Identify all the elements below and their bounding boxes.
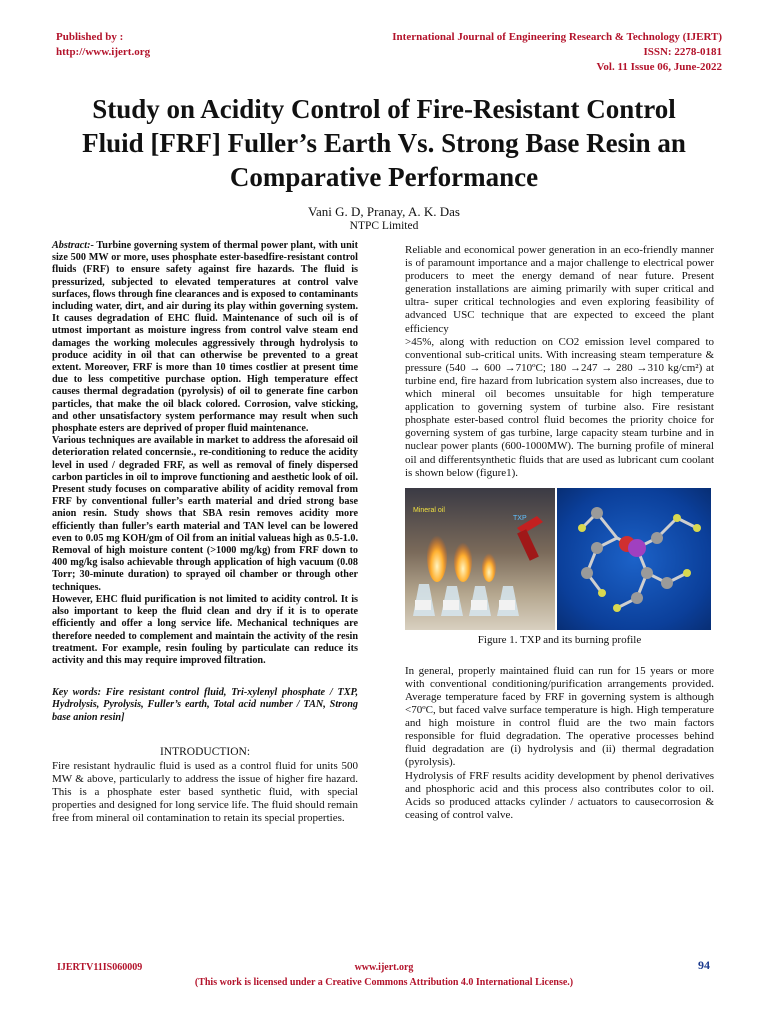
txp-molecule-image <box>557 488 711 630</box>
footer-site-link[interactable]: www.ijert.org <box>354 962 414 973</box>
burning-flasks-image <box>405 488 555 630</box>
keywords: Key words: Fire resistant control fluid, Tri-xylenyl phosphate / TXP, Hydrolysis, Pyrolysis, Fuller’s earth, Total acid number / TAN, Strong base anion resin] <box>52 687 358 723</box>
issn: ISSN: 2278-0181 <box>643 46 722 58</box>
right-para-1: Reliable and economical power generation in an eco-friendly manner is of paramount importance and a major challenge to electrical power producers to meet the energy demand of near future. Present generation installations are aiming primarily with super critical and ultra- super critical technologies and even exploring feasibility of advanced USC technique that are expected to exceed the plant efficiency <box>405 244 714 335</box>
affiliation: NTPC Limited <box>349 220 419 232</box>
header-left <box>56 30 150 60</box>
right-para-3: In general, properly maintained fluid can run for 15 years or more with conventional conditioning/purification arrangements provided. Average temperature faced by FRF in governing system is although <70ºC, but faced valve surface temperature is high. High temperature and high moisture in control fluid are the two main factors responsible for fluid degradation. The operative processes behind fluid degradation are (i) hydrolysis and (ii) thermal degradation (pyrolysis). <box>405 664 714 769</box>
mineral-oil-label: Mineral oil <box>413 506 445 514</box>
right-para-2: >45%, along with reduction on CO2 emission level compared to conventional sub-critical units. With increasing steam temperature & pressure (540 → 600 →710ºC; 180 →247 → 280 →310 kg/cm²) at turbine end, fire hazard from lubrication system also increases, due to which mineral oil becomes unsuitable for high temperature application to governing system of turbine also. Fire resistant phosphate ester-based control fluid becomes the priority choice for governing system of gas turbine, large capacity steam turbine and in nuclear power plants (600-1000MW). The burning profile of mineral oil and differentsynthetic fluids that are used as lubricant cum coolant is shown below (figure1). <box>405 335 714 479</box>
page-number: 94 <box>698 958 710 972</box>
header-right <box>392 30 722 75</box>
abstract-text-1: Turbine governing system of thermal power plant, with unit size 500 MW or more, uses phosphate ester-basedfire-resistant control fluids (FRF) to ensure safety against fire hazards. The fluid is pressurized, subjected to elevated temperatures at control valve surfaces, flows through fine clearances and is exposed to contaminants including water, dirt, and air during its play within governing system. It causes degradation of EHC fluid. Maintenance of such oil is of utmost important as moisture ingress from control valve steam end damages the working molecules aggressively through hydrolysis to produce acidity in oil that can otherwise be prevented to a great extent. Moreover, FRF is more than 10 times costlier at present time due to less competitive purchase option. High temperature effect causes thermal degradation (pyrolysis) of oil to generate fine carbon particles, that make the oil black colored. Corrosion, valve sticking, and other unsatisfactory system performance may result when such phosphate esters are deprived of proper fluid maintenance. <box>52 240 358 435</box>
burning-profile-photo <box>405 488 555 630</box>
published-by: Published by : <box>56 31 124 43</box>
license-notice: (This work is licensed under a Creative Commons Attribution 4.0 International License.) <box>194 977 574 988</box>
abstract-label: Abstract:- <box>52 240 94 251</box>
left-column <box>52 240 358 825</box>
paper-title: Study on Acidity Control of Fire-Resistant Control Fluid [FRF] Fuller’s Earth Vs. Strong Base Resin an Comparative Performance <box>82 94 686 192</box>
paper-id: IJERTV11IS060009 <box>57 962 143 973</box>
figure-caption: Figure 1. TXP and its burning profile <box>477 633 642 646</box>
figure-1 <box>405 488 711 630</box>
journal-url-link[interactable]: http://www.ijert.org <box>56 46 151 58</box>
introduction-heading: INTRODUCTION: <box>159 745 251 758</box>
right-column <box>405 244 714 822</box>
abstract <box>52 240 358 667</box>
journal-name: International Journal of Engineering Research & Technology (IJERT) <box>392 31 722 43</box>
txp-label: TXP <box>513 514 527 522</box>
introduction-text: Fire resistant hydraulic fluid is used as a control fluid for units 500 MW & above, particularly to address the issue of higher fire hazard. This is a phosphate ester based synthetic fluid, with special properties and designed for long service life. The fluid should remain free from mineral oil contamination to retain its special properties. <box>52 759 358 824</box>
molecule-model-icon <box>557 488 711 630</box>
abstract-para-3: However, EHC fluid purification is not limited to acidity control. It is also important to keep the fluid clean and dry if it is to operate efficiently and offer a long service life. Mechanical techniques are therefore needed to complement and maintain the activity of the resin treatment. For example, resin fouling by particulate can reduce its activity and this may require improved filtration. <box>52 593 358 666</box>
authors: Vani G. D, Pranay, A. K. Das <box>308 204 460 219</box>
abstract-para-2: Various techniques are available in market to address the aforesaid oil deterioration related concernsie., re-conditioning to reduce the acidity level in used / degraded FRF, as well as removal of finely dispersed carbon particles in oil to improve functioning and aesthetic look of oil. Present study focuses on comparative ability of acidity removal from FRF by conventional fuller’s earth material and dried strong base anion resin. Study shows that SBA resin removes acidity more efficiently than fuller’s earth material and TAN level can be lowered even to 0.05 mg KOH/gm of Oil from an initial valueas high as 0.5-1.0. Removal of high moisture content (>1000 mg/kg) from FRF down to 400 mg/kg isalso achievable through application of high vacuum (0.08 Torr; 30-minute duration) to sprayed oil chamber or through other techniques. <box>52 435 358 593</box>
volume-issue: Vol. 11 Issue 06, June-2022 <box>596 61 722 73</box>
abstract-para-1 <box>52 240 358 435</box>
right-para-4: Hydrolysis of FRF results acidity development by phenol derivatives and phosphoric acid and this process also contributes color to oil. Acids so produced attacks cylinder / actuators to causecorrosion & ceasing of control valve. <box>405 769 714 821</box>
